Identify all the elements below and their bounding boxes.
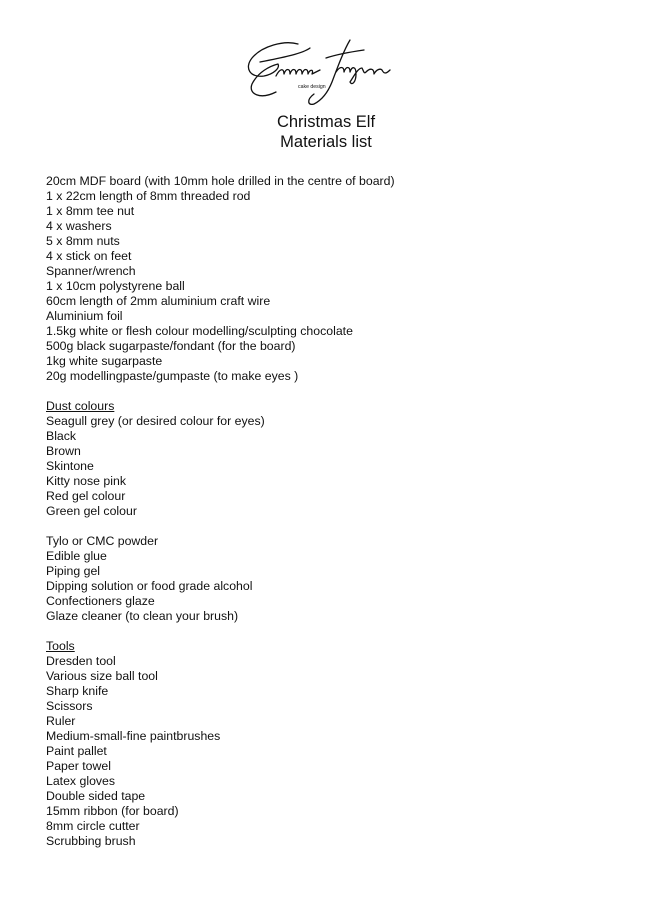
signature-logo-graphic: [240, 36, 405, 112]
list-item: Brown: [46, 444, 81, 458]
list-item: Dresden tool: [46, 654, 116, 668]
list-item: Double sided tape: [46, 789, 146, 803]
list-item: 1 x 22cm length of 8mm threaded rod: [46, 189, 251, 203]
list-item: 1kg white sugarpaste: [46, 354, 163, 368]
list-item: Medium-small-fine paintbrushes: [46, 729, 221, 743]
list-item: Skintone: [46, 459, 94, 473]
list-item: Ruler: [46, 714, 76, 728]
list-item: Tylo or CMC powder: [46, 534, 159, 548]
list-item: 1 x 10cm polystyrene ball: [46, 279, 185, 293]
list-item: Paper towel: [46, 759, 111, 773]
list-item: Spanner/wrench: [46, 264, 136, 278]
section-spacer: [46, 519, 636, 534]
list-item: Piping gel: [46, 564, 101, 578]
list-item: 4 x stick on feet: [46, 249, 132, 263]
supplies-section: [46, 534, 636, 624]
logo-tagline: cake design: [298, 84, 326, 90]
materials-list: [46, 174, 636, 384]
list-item: 60cm length of 2mm aluminium craft wire: [46, 294, 271, 308]
list-item: Various size ball tool: [46, 669, 158, 683]
list-item: 20cm MDF board (with 10mm hole drilled in the centre of board): [46, 174, 395, 188]
tools-heading: Tools: [46, 639, 75, 653]
list-item: Black: [46, 429, 77, 443]
list-item: Aluminium foil: [46, 309, 123, 323]
list-item: Scrubbing brush: [46, 834, 136, 848]
list-item: 1 x 8mm tee nut: [46, 204, 135, 218]
list-item: 20g modellingpaste/gumpaste (to make eyes ): [46, 369, 299, 383]
list-item: 500g black sugarpaste/fondant (for the board): [46, 339, 296, 353]
list-item: 4 x washers: [46, 219, 112, 233]
list-item: Scissors: [46, 699, 93, 713]
title-line-2: Materials list: [280, 133, 372, 151]
title-line-1: Christmas Elf: [276, 113, 376, 131]
tools-section: [46, 639, 636, 849]
materials-content: [46, 174, 636, 849]
list-item: Dipping solution or food grade alcohol: [46, 579, 253, 593]
list-item: 15mm ribbon (for board): [46, 804, 179, 818]
list-item: Kitty nose pink: [46, 474, 126, 488]
list-item: Green gel colour: [46, 504, 137, 518]
section-spacer: [46, 384, 636, 399]
document-title: [0, 112, 652, 152]
list-item: 1.5kg white or flesh colour modelling/sculpting chocolate: [46, 324, 353, 338]
list-item: Glaze cleaner (to clean your brush): [46, 609, 239, 623]
emma-jayne-signature-logo: [240, 36, 405, 112]
list-item: Paint pallet: [46, 744, 107, 758]
section-spacer: [46, 624, 636, 639]
list-item: Edible glue: [46, 549, 107, 563]
list-item: Confectioners glaze: [46, 594, 155, 608]
list-item: Red gel colour: [46, 489, 126, 503]
dust-colours-heading: Dust colours: [46, 399, 115, 413]
list-item: Latex gloves: [46, 774, 116, 788]
list-item: Sharp knife: [46, 684, 109, 698]
dust-colours-section: [46, 399, 636, 519]
list-item: 5 x 8mm nuts: [46, 234, 120, 248]
list-item: Seagull grey (or desired colour for eyes): [46, 414, 265, 428]
list-item: 8mm circle cutter: [46, 819, 140, 833]
